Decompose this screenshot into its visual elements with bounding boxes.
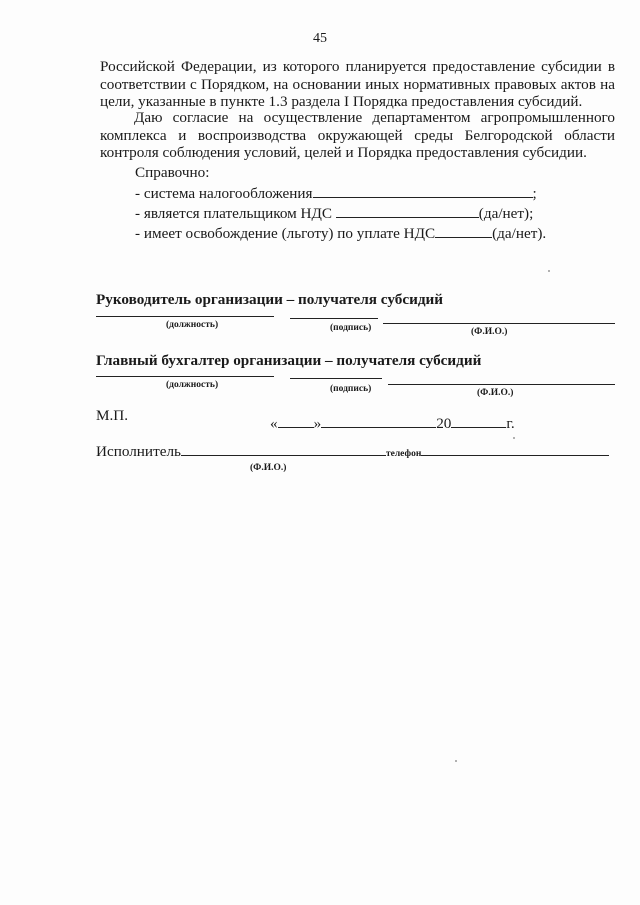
scan-speck: [455, 760, 457, 762]
tax-system-row: [135, 183, 537, 203]
paragraph-budget-source: Российской Федерации, из которого планируется предоставление субсидии в соответствии с Порядком, на основании иных нормативных правовых актов на цели, указанные в пункте 1.3 раздела I Порядка предоставления субсидий.: [100, 58, 615, 110]
executor-row: [96, 441, 609, 461]
accountant-title: Главный бухгалтер организации – получателя субсидий: [96, 352, 482, 369]
executor-name-field[interactable]: [181, 441, 386, 456]
date-quote-open: «: [270, 415, 278, 432]
tax-system-end: ;: [532, 185, 537, 202]
vat-payer-end: (да/нет);: [478, 205, 534, 222]
accountant-position-line[interactable]: [96, 376, 274, 377]
head-title: Руководитель организации – получателя субсидий: [96, 291, 444, 308]
date-year-prefix: 20: [436, 415, 452, 432]
vat-exempt-row: [135, 223, 546, 243]
date-month-field[interactable]: [321, 413, 436, 428]
accountant-signature-caption: (подпись): [330, 384, 372, 394]
date-year-suffix: г.: [506, 415, 515, 432]
head-signature-line[interactable]: [290, 318, 378, 319]
tax-system-label: - система налогообложения: [135, 185, 313, 202]
vat-exempt-field[interactable]: [435, 223, 492, 238]
head-position-line[interactable]: [96, 316, 274, 317]
stamp-mp: М.П.: [96, 407, 129, 424]
vat-exempt-end: (да/нет).: [492, 225, 547, 242]
phone-label: телефон: [385, 449, 422, 459]
tax-system-field[interactable]: [313, 183, 533, 198]
date-quote-close: »: [313, 415, 322, 432]
executor-name-caption: (Ф.И.О.): [250, 463, 287, 473]
head-signature-caption: (подпись): [330, 323, 372, 333]
date-row: [270, 413, 515, 433]
vat-payer-row: [135, 203, 533, 223]
reference-title: Справочно:: [135, 164, 210, 181]
accountant-position-caption: (должность): [166, 380, 219, 390]
date-year-field[interactable]: [451, 413, 506, 428]
accountant-signature-line[interactable]: [290, 378, 382, 379]
accountant-name-line[interactable]: [388, 384, 615, 385]
accountant-name-caption: (Ф.И.О.): [477, 388, 514, 398]
head-name-caption: (Ф.И.О.): [471, 327, 508, 337]
page-number: 45: [313, 31, 327, 46]
vat-payer-field[interactable]: [336, 203, 479, 218]
scan-speck: [513, 437, 515, 439]
date-day-field[interactable]: [278, 413, 314, 428]
head-name-line[interactable]: [383, 323, 615, 324]
vat-exempt-label: - имеет освобождение (льготу) по уплате НДС: [135, 225, 436, 242]
vat-payer-label: - является плательщиком НДС: [135, 205, 332, 222]
head-position-caption: (должность): [166, 320, 219, 330]
paragraph-consent-text: Даю согласие на осуществление департаментом агропромышленного комплекса и воспроизводства окружающей среды Белгородской области контроля соблюдения условий, целей и Порядка предоставления субсидии.: [100, 109, 615, 161]
phone-field[interactable]: [421, 441, 609, 456]
executor-label: Исполнитель: [96, 443, 181, 460]
paragraph-consent: [100, 109, 615, 162]
scan-speck: [548, 270, 550, 272]
